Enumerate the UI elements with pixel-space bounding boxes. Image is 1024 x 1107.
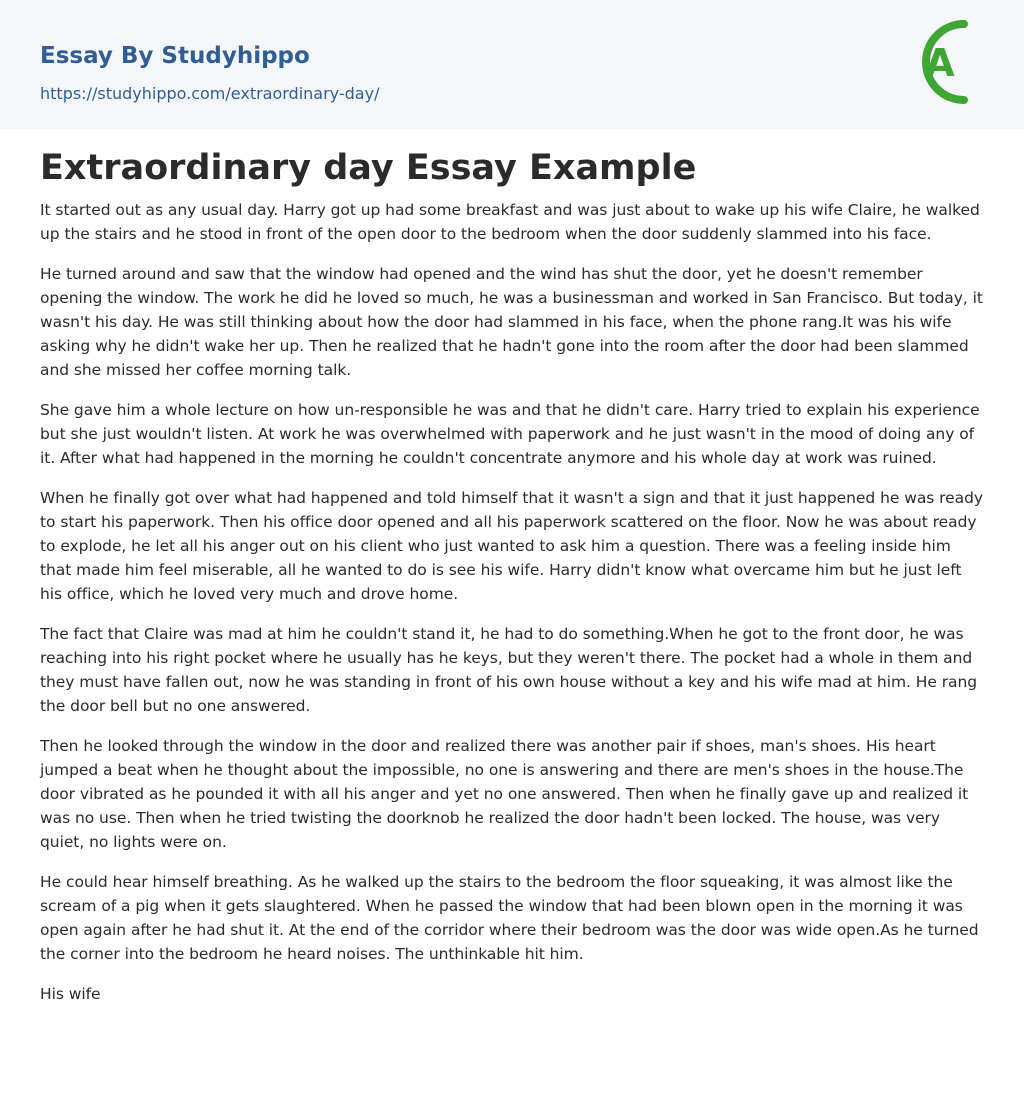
article-paragraph: His wife bbox=[40, 985, 101, 1003]
page-url-link[interactable]: https://studyhippo.com/extraordinary-day/ bbox=[40, 84, 380, 103]
brand-title[interactable]: Essay By Studyhippo bbox=[40, 43, 310, 69]
article-paragraph: She gave him a whole lecture on how un-responsible he was and that he didn't care. Harry tried to explain his experience but she just wouldn't listen. At work he was overwhelmed with paperwork and he just wasn't in the mood of doing any of it. After what had happened in the morning he couldn't concentrate anymore and his whole day at work was ruined. bbox=[40, 401, 980, 467]
article-paragraph: It started out as any usual day. Harry got up had some breakfast and was just about to wake up his wife Claire, he walked up the stairs and he stood in front of the open door to the bedroom when the door suddenly slammed into his face. bbox=[40, 201, 980, 243]
article-paragraph: Then he looked through the window in the door and realized there was another pair if shoes, man's shoes. His heart jumped a beat when he thought about the impossible, no one is answering and there are men's shoes in the house.The door vibrated as he pounded it with all his anger and yet no one answered. Then when he finally gave up and realized it was no use. Then when he tried twisting the doorknob he realized the door hadn't been locked. The house, was very quiet, no lights were on. bbox=[40, 737, 969, 851]
logo-letter: A bbox=[925, 41, 955, 85]
article-paragraph: He could hear himself breathing. As he walked up the stairs to the bedroom the floor squeaking, it was almost like the scream of a pig when it gets slaughtered. When he passed the window that had been blown open in the morning it was open again after he had shut it. At the end of the corridor where their bedroom was the door was wide open.As he turned the corner into the bedroom he heard noises. The unthinkable hit him. bbox=[40, 873, 979, 963]
article-paragraph: When he finally got over what had happened and told himself that it wasn't a sign and that it just happened he was ready to start his paperwork. Then his office door opened and all his paperwork scattered on the floor. Now he was about ready to explode, he let all his anger out on his client who just wanted to ask him a question. There was a feeling inside him that made him feel miserable, all he wanted to do is see his wife. Harry didn't know what overcame him but he just left his office, which he loved very much and drove home. bbox=[40, 489, 984, 603]
article-title: Extraordinary day Essay Example bbox=[40, 148, 697, 188]
article-paragraph: He turned around and saw that the window had opened and the wind has shut the door, yet he doesn't remember opening the window. The work he did he loved so much, he was a businessman and worked in San Francisco. But today, it wasn't his day. He was still thinking about how the door had slammed in his face, when the phone rang.It was his wife asking why he didn't wake her up. Then he realized that he hadn't gone into the room after the door had been slammed and she missed her coffee morning talk. bbox=[40, 265, 983, 379]
article-body bbox=[40, 198, 984, 1006]
article-paragraph: The fact that Claire was mad at him he couldn't stand it, he had to do something.When he got to the front door, he was reaching into his right pocket where he usually has he keys, but they weren't there. The pocket had a whole in them and they must have fallen out, now he was standing in front of his own house without a key and his wife mad at him. He rang the door bell but no one answered. bbox=[40, 625, 978, 715]
